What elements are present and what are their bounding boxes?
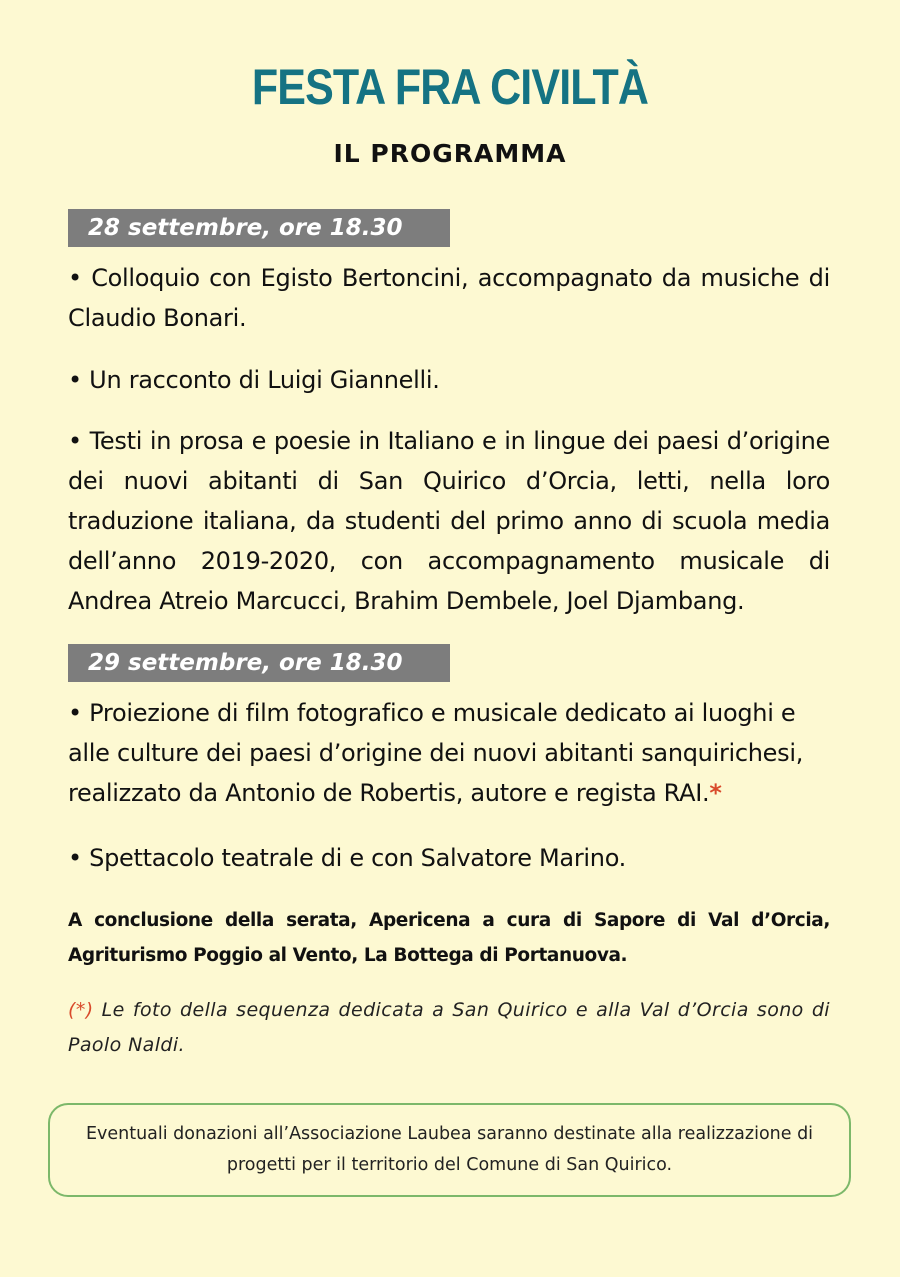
donation-box: [48, 1103, 851, 1197]
program-item-colloquio: • Colloquio con Egisto Bertoncini, accompagnato da musiche di Claudio Bonari.: [68, 264, 830, 332]
program-subtitle: IL PROGRAMMA: [333, 139, 567, 168]
program-item-proiezione: [68, 693, 830, 813]
conclusion-text: A conclusione della serata, Apericena a cura di Sapore di Val d’Orcia, Agriturismo Poggio al Vento, La Bottega di Portanuova.: [68, 910, 830, 966]
footnote: [68, 993, 830, 1063]
footnote-text: Le foto della sequenza dedicata a San Quirico e alla Val d’Orcia sono di Paolo Naldi.: [68, 999, 830, 1056]
program-item-spettacolo: • Spettacolo teatrale di e con Salvatore Marino.: [68, 844, 626, 872]
page-title: FESTA FRA CIVILTÀ: [251, 59, 649, 115]
date-banner-day1: 28 settembre, ore 18.30: [68, 209, 450, 247]
program-item-racconto: • Un racconto di Luigi Giannelli.: [68, 366, 440, 394]
donation-text: Eventuali donazioni all’Associazione Laubea saranno destinate alla realizzazione di progetti per il territorio del Comune di San Quirico.: [85, 1124, 814, 1175]
footnote-asterisk: *: [709, 779, 722, 807]
program-item-testi: • Testi in prosa e poesie in Italiano e in lingue dei paesi d’origine dei nuovi abitanti di San Quirico d’Orcia, letti, nella loro traduzione italiana, da studenti del primo anno di scuola media dell’anno 2019-2020, con accompagnamento musicale di Andrea Atreio Marcucci, Brahim Dembele, Joel Djambang.: [68, 427, 830, 615]
date-banner-day2: 29 settembre, ore 18.30: [68, 644, 450, 682]
program-item-proiezione-text: • Proiezione di film fotografico e musicale dedicato ai luoghi e alle culture dei paesi d’origine dei nuovi abitanti sanquirichesi, realizzato da Antonio de Robertis, autore e regista RAI.: [68, 699, 804, 807]
footnote-marker: (*): [68, 999, 94, 1021]
